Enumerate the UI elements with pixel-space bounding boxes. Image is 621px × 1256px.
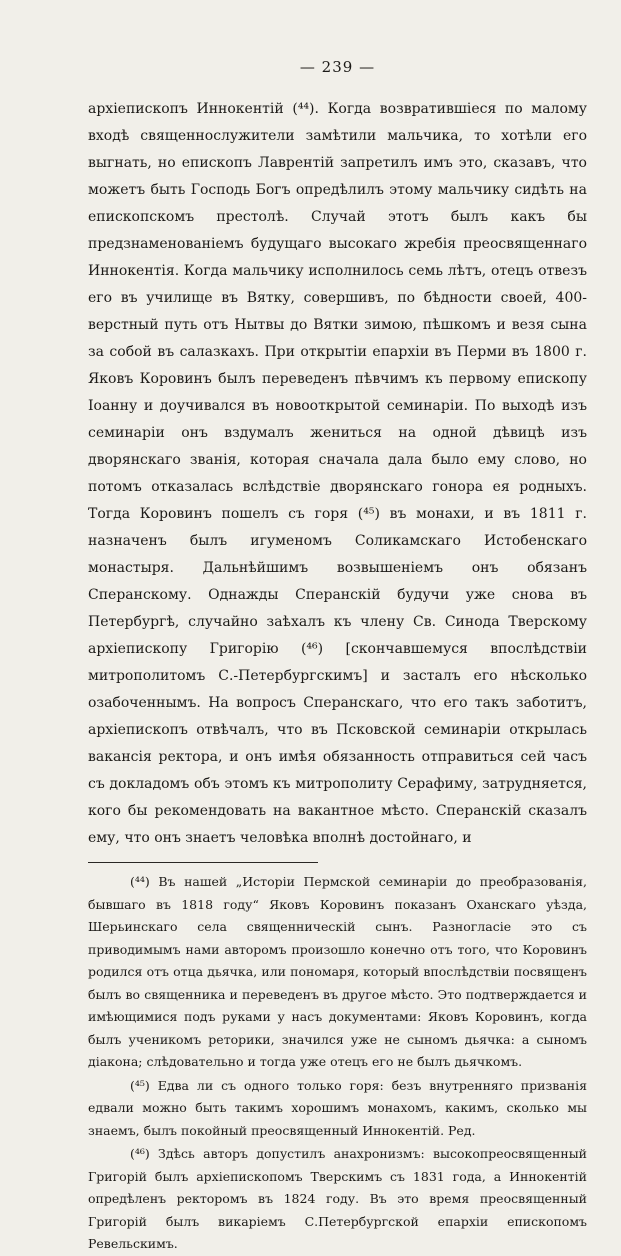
footnote-44: (⁴⁴) Въ нашей „Исторіи Пермской семинаріи до преобразованія, бывшаго въ 1818 году“ Яковъ Коровинъ показанъ Оханскаго уѣзда, Шерьинскаго села священническій сынъ. Разногласіе это съ приводимымъ нами авторомъ произошло конечно отъ того, что Коровинъ родился отъ отца дьячка, или пономаря, который впослѣдствіи посвященъ былъ во священника и переведенъ въ другое мѣсто. Это подтверждается и имѣющимися подъ руками у насъ документами: Яковъ Коровинъ, когда былъ ученикомъ реторики, значился уже не сыномъ дьячка: а сыномъ діакона; слѣдовательно и тогда уже отецъ его не былъ дьячкомъ.	[88, 874, 587, 1069]
footnote-45: (⁴⁵) Едва ли съ одного только горя: безъ внутренняго призванія едвали можно быть такимъ хорошимъ монахомъ, какимъ, сколько мы знаемъ, былъ покойный преосвященный Иннокентій. Ред.	[88, 1077, 587, 1138]
main-paragraph: архіепископъ Иннокентій (⁴⁴). Когда возвратившіеся по малому входѣ священнослужители замѣтили мальчика, то хотѣли его выгнать, но епископъ Лаврентій запретилъ имъ это, сказавъ, что можетъ быть Господь Богъ опредѣлилъ этому мальчику сидѣть на епископскомъ престолѣ. Случай этотъ былъ какъ бы предзнаменованіемъ будущаго высокаго жребія преосвященнаго Иннокентія. Когда мальчику исполнилось семь лѣтъ, отецъ отвезъ его въ училище въ Вятку, совершивъ, по бѣдности своей, 400-верстный путь отъ Нытвы до Вятки зимою, пѣшкомъ и везя сына за собой въ салазкахъ. При открытіи епархіи въ Перми въ 1800 г. Яковъ Коровинъ былъ переведенъ пѣвчимъ къ первому епископу Іоанну и доучивался въ новооткрытой семинаріи. По выходѣ изъ семинаріи онъ вздумалъ жениться на одной дѣвицѣ изъ дворянскаго званія, которая сначала дала было ему слово, но потомъ отказалась вслѣдствіе дворянскаго гонора ея родныхъ. Тогда Коровинъ пошелъ съ горя (⁴⁵) въ монахи, и въ 1811 г. назначенъ былъ игуменомъ Соликамскаго Истобенскаго монастыря. Дальнѣйшимъ возвышеніемъ онъ обязанъ Сперанскому. Однажды Сперанскій будучи уже снова въ Петербургѣ, случайно заѣхалъ къ члену Св. Синода Тверскому архіепископу Григорію (⁴⁶) [скончавшемуся впослѣдствіи митрополитомъ С.-Петербургскимъ] и засталъ его нѣсколько озабоченнымъ. На вопросъ Сперанскаго, что его такъ заботитъ, архіепископъ отвѣчалъ, что въ Псковской семинаріи открылась вакансія ректора, и онъ имѣя обязанность отправиться сей часъ съ докладомъ объ этомъ къ митрополиту Серафиму, затрудняется, кого бы рекомендовать на вакантное мѣсто. Сперанскій сказалъ ему, что онъ знаетъ человѣка вполнѣ достойнаго, и	[88, 101, 587, 846]
main-text-block	[88, 96, 587, 852]
footnotes-block	[88, 871, 587, 1256]
footnote-46: (⁴⁶) Здѣсь авторъ допустилъ анахронизмъ: высокопреосвященный Григорій былъ архіепископомъ Тверскимъ съ 1831 года, а Иннокентій опредѣленъ ректоромъ въ 1824 году. Въ это время преосвященный Григорій былъ викаріемъ С.Петербургской епархіи епископомъ Ревельскимъ.	[88, 1146, 587, 1251]
footnote-divider	[88, 862, 318, 863]
page-number: — 239 —	[299, 58, 376, 76]
